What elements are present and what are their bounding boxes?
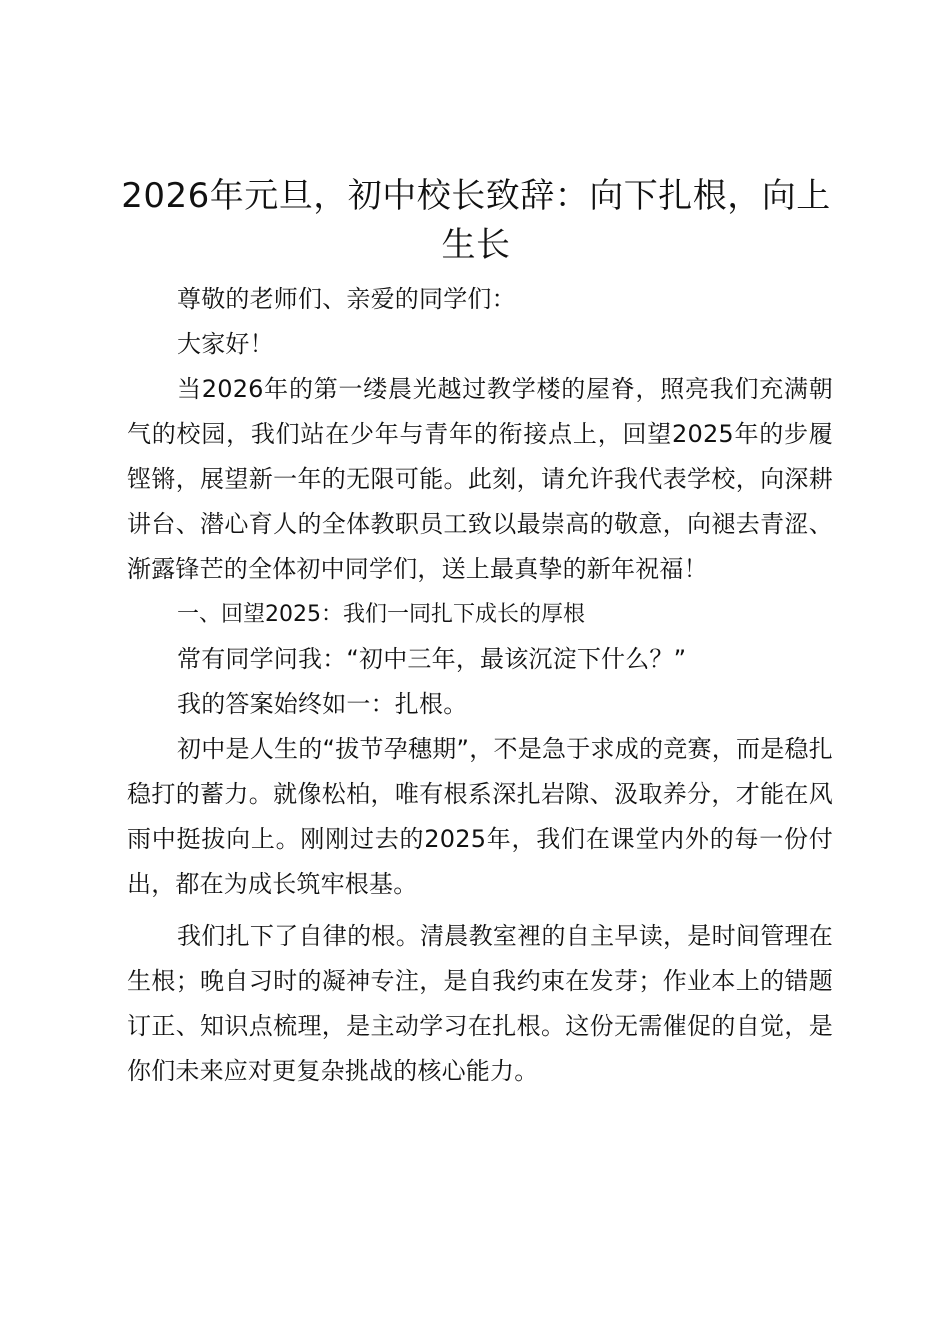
question-paragraph: 常有同学问我：“初中三年，最该沉淀下什么？”	[177, 645, 687, 673]
intro-paragraph: 当2026年的第一缕晨光越过教学楼的屋脊，照亮我们充满朝气的校园，我们站在少年与青年的衔接点上，回望2025年的步履铿锵，展望新一年的无限可能。此刻，请允许我代表学校，向深耕讲台、潜心育人的全体教职员工致以最崇高的敬意，向褪去青涩、渐露锋芒的全体初中同学们，送上最真挚的新年祝福！	[127, 375, 833, 583]
document-title: 2026年元旦，初中校长致辞：向下扎根，向上生长	[121, 176, 831, 265]
salutation: 尊敬的老师们、亲爱的同学们：	[177, 285, 516, 313]
growth-paragraph: 初中是人生的“拔节孕穗期”，不是急于求成的竞赛，而是稳扎稳打的蓄力。就像松柏，唯有根系深扎岩隙、汲取养分，才能在风雨中挺拔向上。刚刚过去的2025年，我们在课堂内外的每一份付出，都在为成长筑牢根基。	[127, 735, 833, 898]
greeting: 大家好！	[177, 330, 274, 358]
section-heading: 一、回望2025：我们一同扎下成长的厚根	[177, 602, 585, 627]
answer-paragraph: 我的答案始终如一：扎根。	[177, 690, 468, 718]
document-body	[127, 277, 833, 1094]
discipline-paragraph: 我们扎下了自律的根。清晨教室裡的自主早读，是时间管理在生根；晚自习时的凝神专注，是自我约束在发芽；作业本上的错题订正、知识点梳理，是主动学习在扎根。这份无需催促的自觉，是你们未来应对更复杂挑战的核心能力。	[127, 922, 833, 1085]
